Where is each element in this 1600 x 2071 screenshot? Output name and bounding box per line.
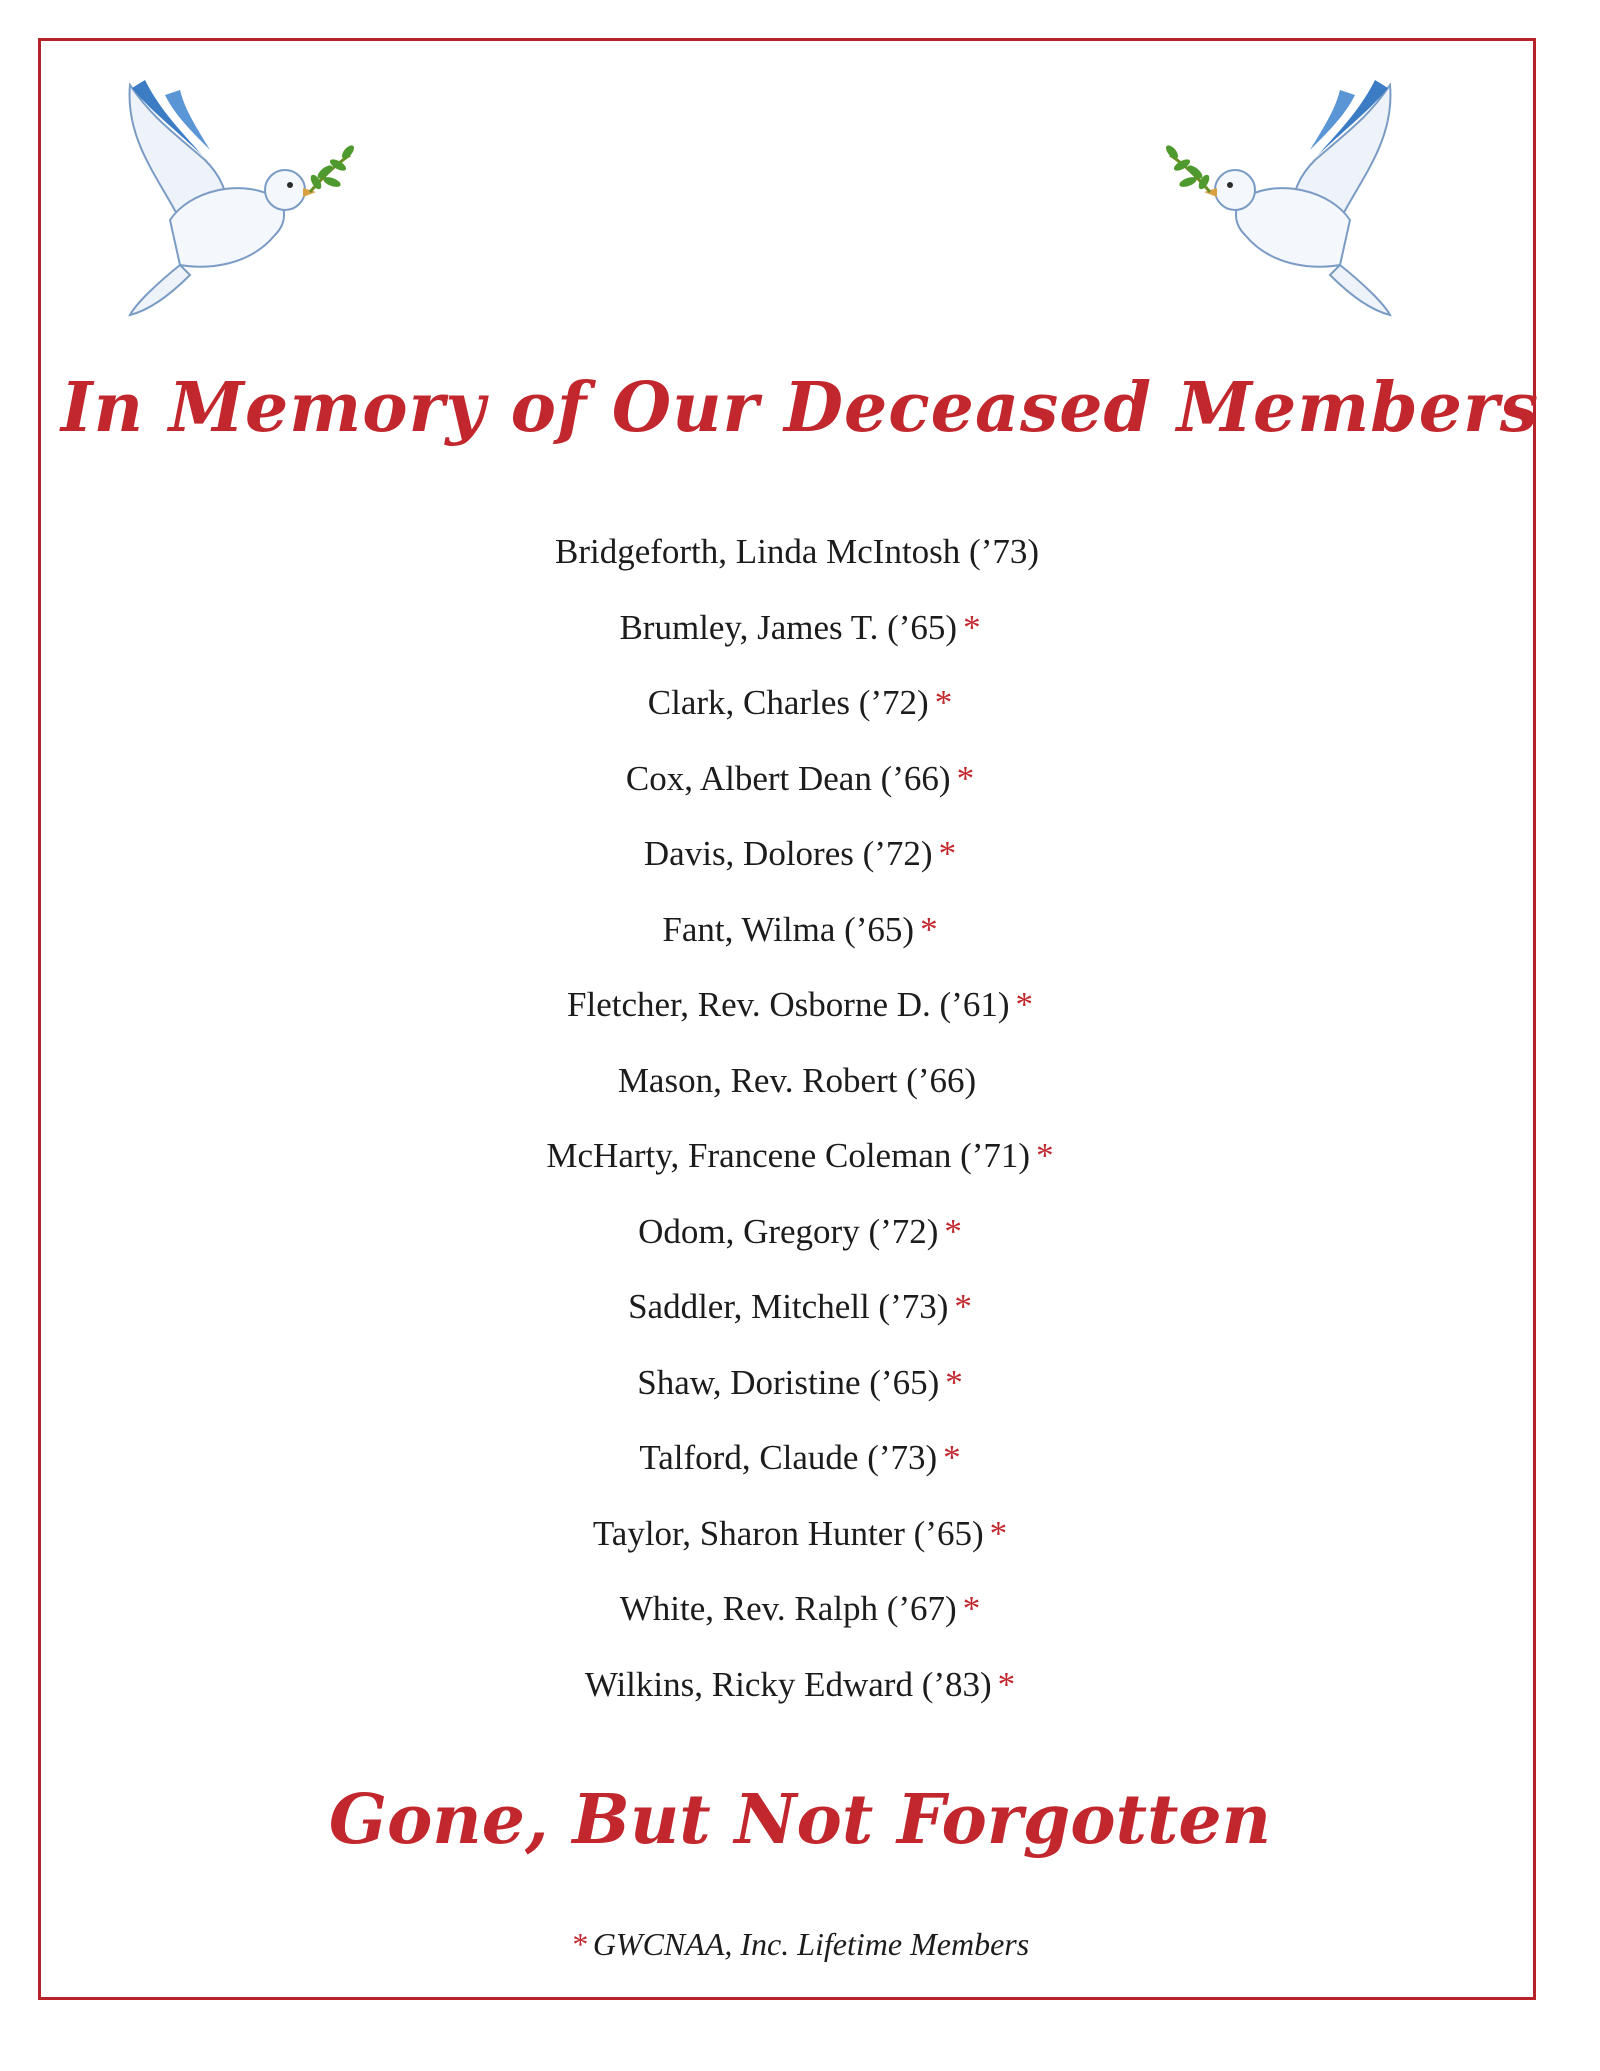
page-title: In Memory of Our Deceased Members	[60, 368, 1540, 448]
list-item	[0, 1202, 1600, 1278]
lifetime-mark: *	[954, 1287, 972, 1326]
lifetime-mark: *	[934, 683, 953, 722]
member-name: Odom, Gregory (’72)	[638, 1211, 939, 1251]
member-name: Bridgeforth, Linda McIntosh (’73)	[554, 532, 1040, 571]
dove-left-icon	[110, 70, 360, 320]
lifetime-mark: *	[920, 909, 938, 949]
member-name: Taylor, Sharon Hunter (’65)	[592, 1513, 984, 1553]
member-name: Wilkins, Ricky Edward (’83)	[584, 1664, 992, 1704]
member-name: Mason, Rev. Robert (’66)	[617, 1060, 977, 1100]
list-item	[0, 1655, 1600, 1731]
member-name: Fant, Wilma (’65)	[662, 909, 915, 949]
footnote-mark: *	[570, 1926, 587, 1962]
list-item	[0, 975, 1600, 1051]
lifetime-mark: *	[1036, 1136, 1054, 1175]
member-name: Fletcher, Rev. Osborne D. (’61)	[567, 985, 1010, 1024]
list-item	[0, 1353, 1600, 1429]
member-name: McHarty, Francene Coleman (’71)	[546, 1136, 1031, 1175]
footnote	[0, 1926, 1600, 1963]
lifetime-mark: *	[945, 1362, 963, 1402]
list-item	[0, 1579, 1600, 1655]
lifetime-mark: *	[962, 1589, 981, 1628]
member-list	[0, 522, 1600, 1730]
lifetime-mark: *	[938, 834, 957, 873]
lifetime-mark: *	[943, 1438, 961, 1477]
list-item	[0, 673, 1600, 749]
lifetime-mark: *	[956, 758, 975, 798]
dove-right-icon	[1160, 70, 1410, 320]
list-item	[0, 1428, 1600, 1504]
list-item	[0, 1051, 1600, 1127]
list-item	[0, 598, 1600, 674]
list-item	[0, 1504, 1600, 1580]
lifetime-mark: *	[944, 1211, 962, 1251]
list-item	[0, 824, 1600, 900]
list-item	[0, 749, 1600, 825]
lifetime-mark: *	[963, 607, 981, 647]
member-name: Davis, Dolores (’72)	[643, 834, 933, 873]
member-name: Talford, Claude (’73)	[639, 1438, 938, 1477]
closing-tagline: Gone, But Not Forgotten	[328, 1780, 1272, 1860]
lifetime-mark: *	[997, 1664, 1016, 1704]
list-item	[0, 1126, 1600, 1202]
member-name: Shaw, Doristine (’65)	[637, 1362, 940, 1402]
member-name: Brumley, James T. (’65)	[619, 607, 958, 647]
member-name: Saddler, Mitchell (’73)	[628, 1287, 949, 1326]
member-name: White, Rev. Ralph (’67)	[619, 1589, 957, 1628]
lifetime-mark: *	[989, 1513, 1008, 1553]
list-item	[0, 522, 1600, 598]
lifetime-mark: *	[1015, 985, 1033, 1024]
footnote-text: GWCNAA, Inc. Lifetime Members	[592, 1926, 1030, 1962]
member-name: Cox, Albert Dean (’66)	[625, 758, 951, 798]
list-item	[0, 900, 1600, 976]
member-name: Clark, Charles (’72)	[647, 683, 929, 722]
list-item	[0, 1277, 1600, 1353]
